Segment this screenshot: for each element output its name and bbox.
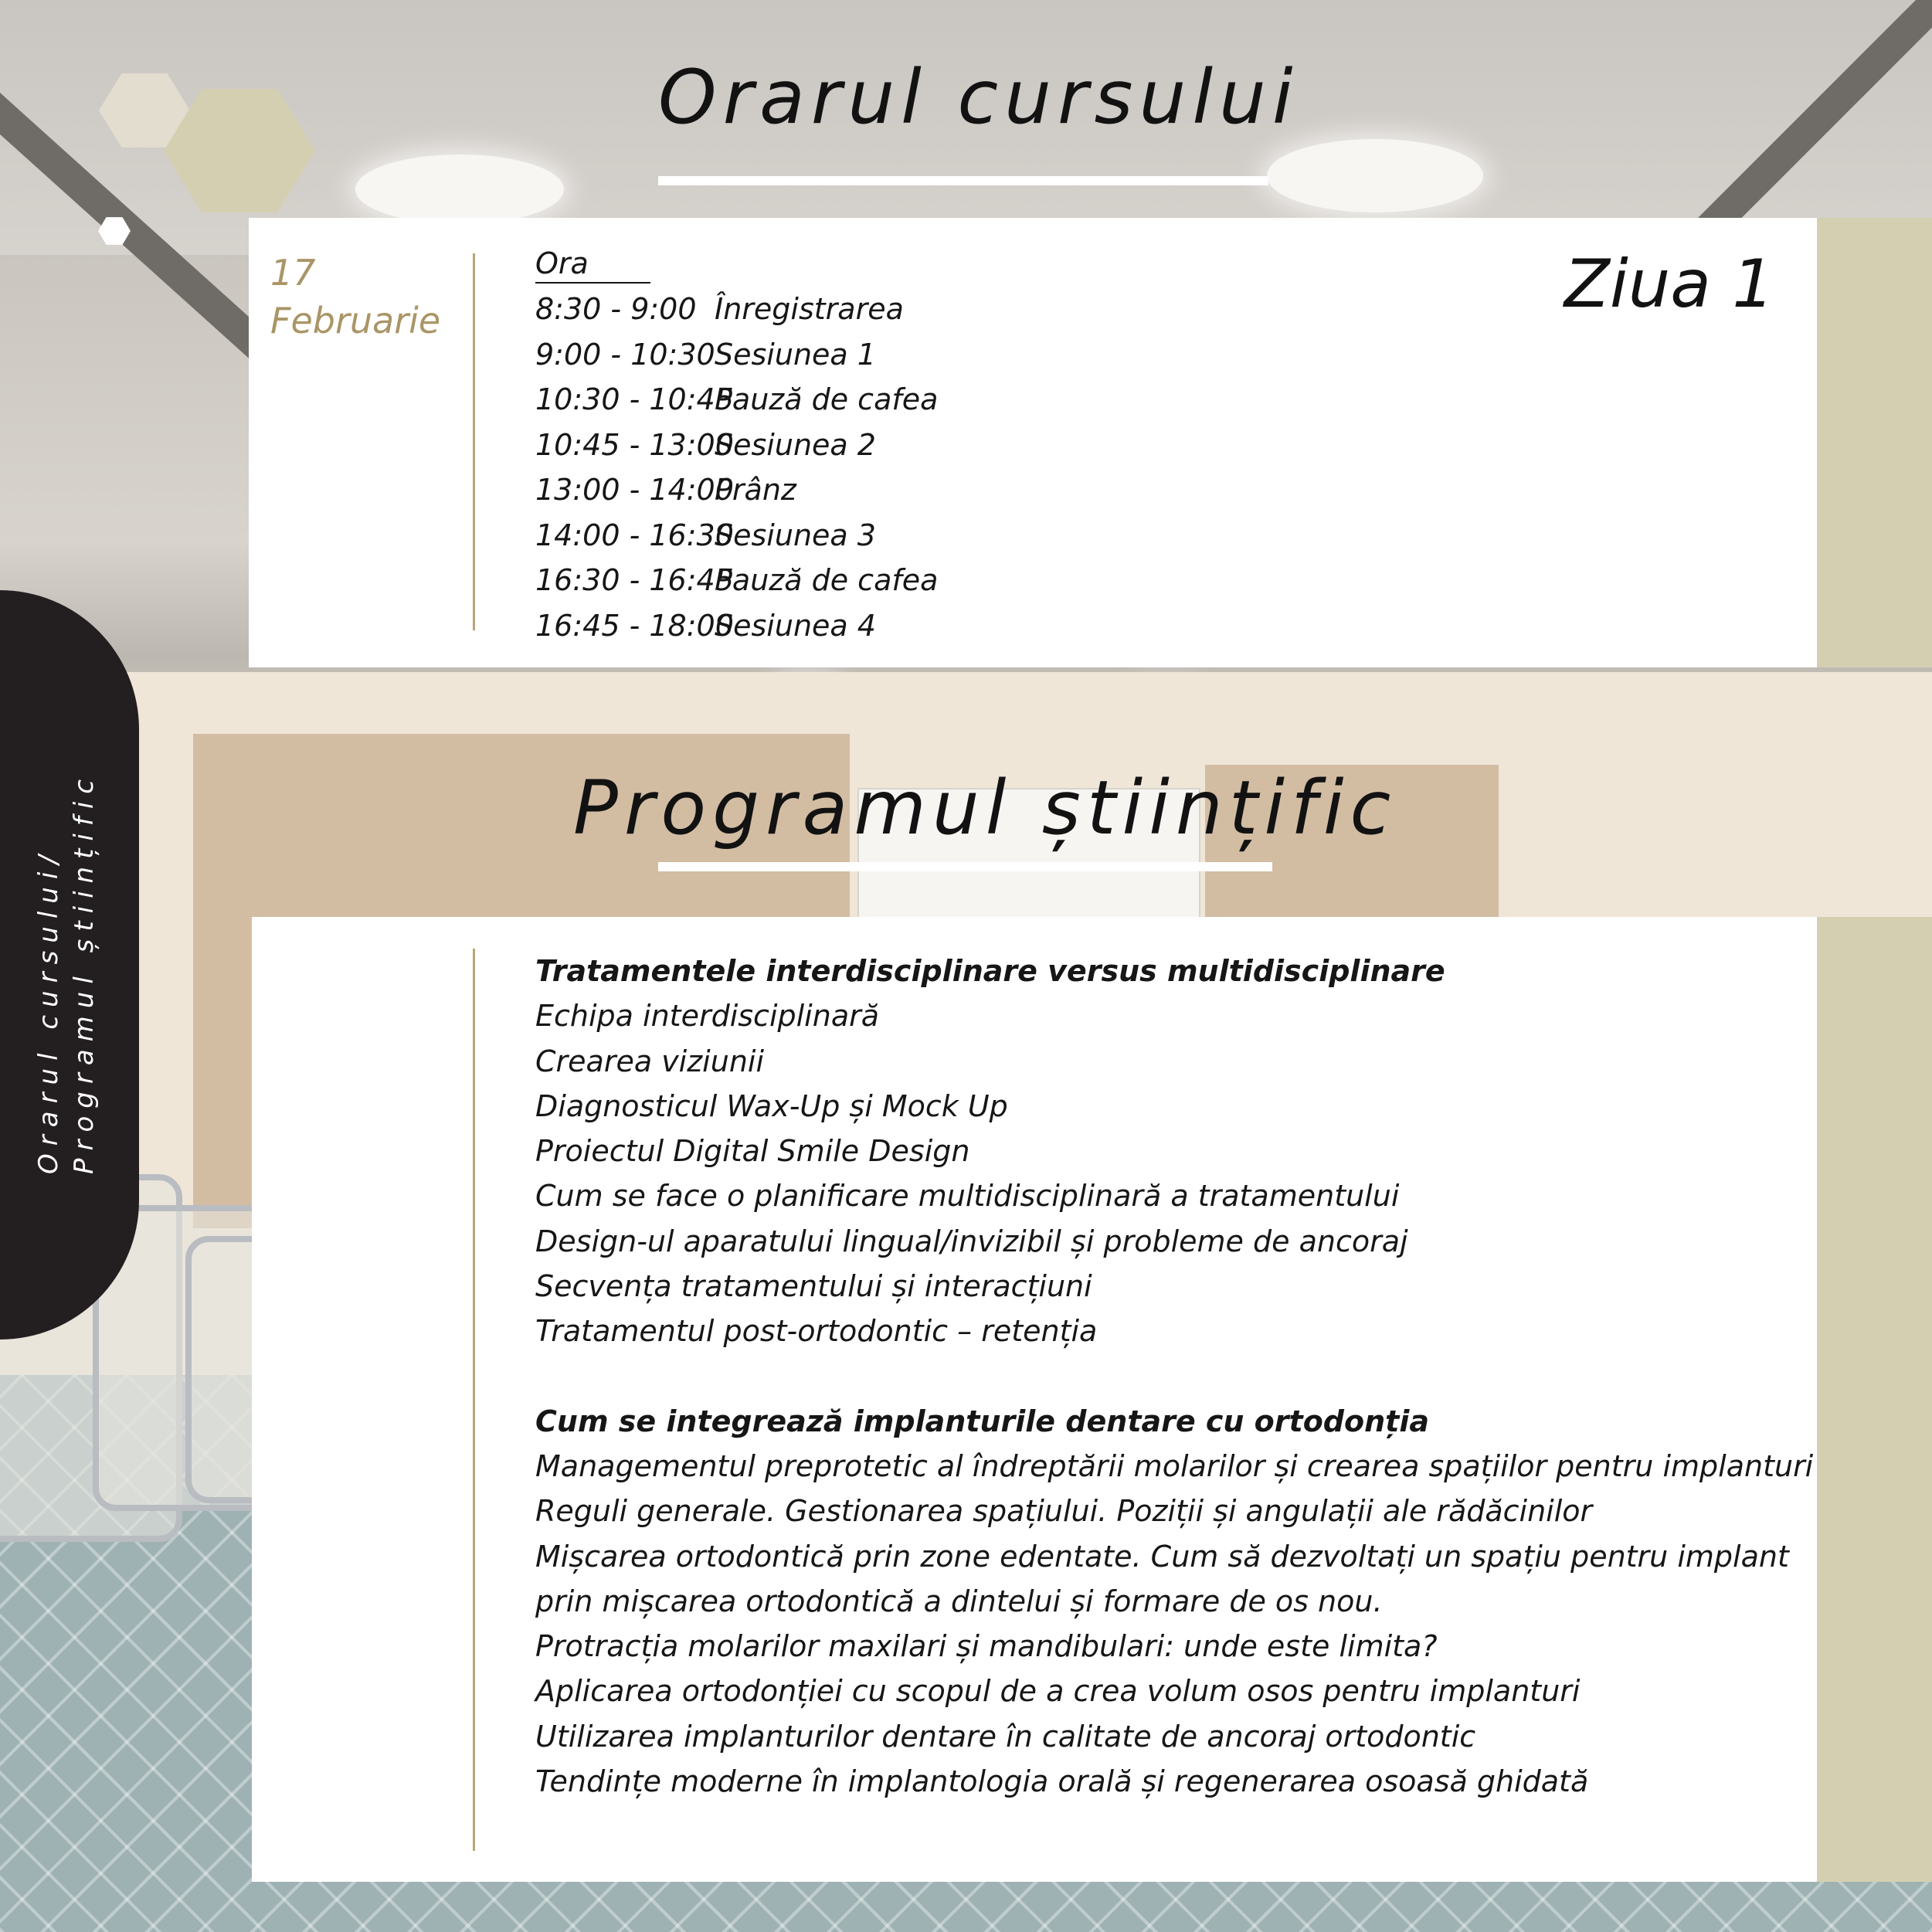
schedule-activity: Sesiunea 2 <box>715 427 876 462</box>
section-title: Programul științific <box>573 765 1397 851</box>
schedule-time: 16:30 - 16:45 <box>535 563 734 597</box>
schedule-row <box>535 423 938 468</box>
schedule-time: 10:45 - 13:00 <box>535 427 734 462</box>
schedule-table <box>535 241 938 648</box>
side-tab-line-1: Orarul cursului/ <box>33 847 64 1174</box>
program-item: prin mișcarea ortodontică a dintelui și formare de os nou. <box>535 1584 1383 1618</box>
schedule-activity: Înregistrarea <box>715 292 904 326</box>
date-label <box>270 249 440 345</box>
program-item: Protracția molarilor maxilari și mandibulari: unde este limita? <box>535 1629 1438 1664</box>
accent-strip <box>1817 917 1932 1882</box>
schedule-row <box>535 467 938 513</box>
schedule-row <box>535 287 938 332</box>
page-title: Orarul cursului <box>658 54 1299 141</box>
schedule-row <box>535 377 938 423</box>
accent-strip <box>1817 218 1932 667</box>
side-tab-line-2: Programul științific <box>69 772 100 1174</box>
spacer <box>535 1354 1813 1399</box>
program-item: Secvența tratamentului și interacțiuni <box>535 1269 1092 1304</box>
schedule-activity: Prânz <box>715 473 796 507</box>
schedule-activity: Pauză de cafea <box>715 382 939 416</box>
schedule-activity: Sesiunea 3 <box>715 518 876 552</box>
program-item: Utilizarea implanturilor dentare în calitate de ancoraj ortodontic <box>535 1719 1476 1754</box>
program-item: Aplicarea ortodonției cu scopul de a crea volum osos pentru implanturi <box>535 1674 1581 1709</box>
schedule-time: 9:00 - 10:30 <box>535 337 715 372</box>
day-label: Ziua 1 <box>1564 246 1774 323</box>
schedule-time: 13:00 - 14:00 <box>535 473 734 507</box>
title-underline <box>658 176 1268 185</box>
date-day: 17 <box>270 252 316 294</box>
title-underline <box>658 862 1272 871</box>
program-item: Cum se face o planificare multidisciplinară a tratamentului <box>535 1179 1400 1214</box>
program-heading: Cum se integrează implanturile dentare cu ortodonția <box>535 1404 1429 1438</box>
program-item: Diagnosticul Wax-Up și Mock Up <box>535 1088 1008 1123</box>
schedule-activity: Sesiunea 1 <box>715 337 876 372</box>
schedule-row <box>535 603 938 649</box>
program-item: Design-ul aparatului lingual/invizibil și probleme de ancoraj <box>535 1224 1408 1258</box>
side-tab-label <box>31 772 102 1174</box>
program-item: Crearea viziunii <box>535 1044 765 1078</box>
program-item: Mișcarea ortodontică prin zone edentate. Cum să dezvoltați un spațiu pentru implant <box>535 1539 1789 1574</box>
schedule-time: 8:30 - 9:00 <box>535 292 697 326</box>
schedule-row <box>535 558 938 603</box>
program-item: Proiectul Digital Smile Design <box>535 1134 970 1169</box>
schedule-time: 10:30 - 10:45 <box>535 382 734 416</box>
program-item: Tratamentul post-ortodontic – retenția <box>535 1314 1098 1349</box>
vertical-divider <box>473 253 475 630</box>
program-item: Reguli generale. Gestionarea spațiului. Poziții și angulații ale rădăcinilor <box>535 1494 1593 1529</box>
program-item: Echipa interdisciplinară <box>535 999 880 1034</box>
schedule-time: 14:00 - 16:30 <box>535 518 734 552</box>
date-month: Februarie <box>270 300 441 341</box>
schedule-activity: Pauză de cafea <box>715 563 939 597</box>
schedule-row <box>535 332 938 378</box>
program-content <box>535 949 1813 1804</box>
ceiling-lamp <box>1267 139 1483 212</box>
program-item: Tendințe moderne în implantologia orală și regenerarea osoasă ghidată <box>535 1764 1589 1799</box>
vertical-divider <box>473 949 475 1851</box>
ceiling-lamp <box>355 154 564 224</box>
schedule-activity: Sesiunea 4 <box>715 608 876 643</box>
schedule-time: 16:45 - 18:00 <box>535 608 734 643</box>
column-header: Ora <box>535 245 650 284</box>
program-heading: Tratamentele interdisciplinare versus multidisciplinare <box>535 954 1445 988</box>
schedule-row <box>535 513 938 559</box>
program-item: Managementul preprotetic al îndreptării molarilor și crearea spațiilor pentru implanturi <box>535 1448 1814 1483</box>
